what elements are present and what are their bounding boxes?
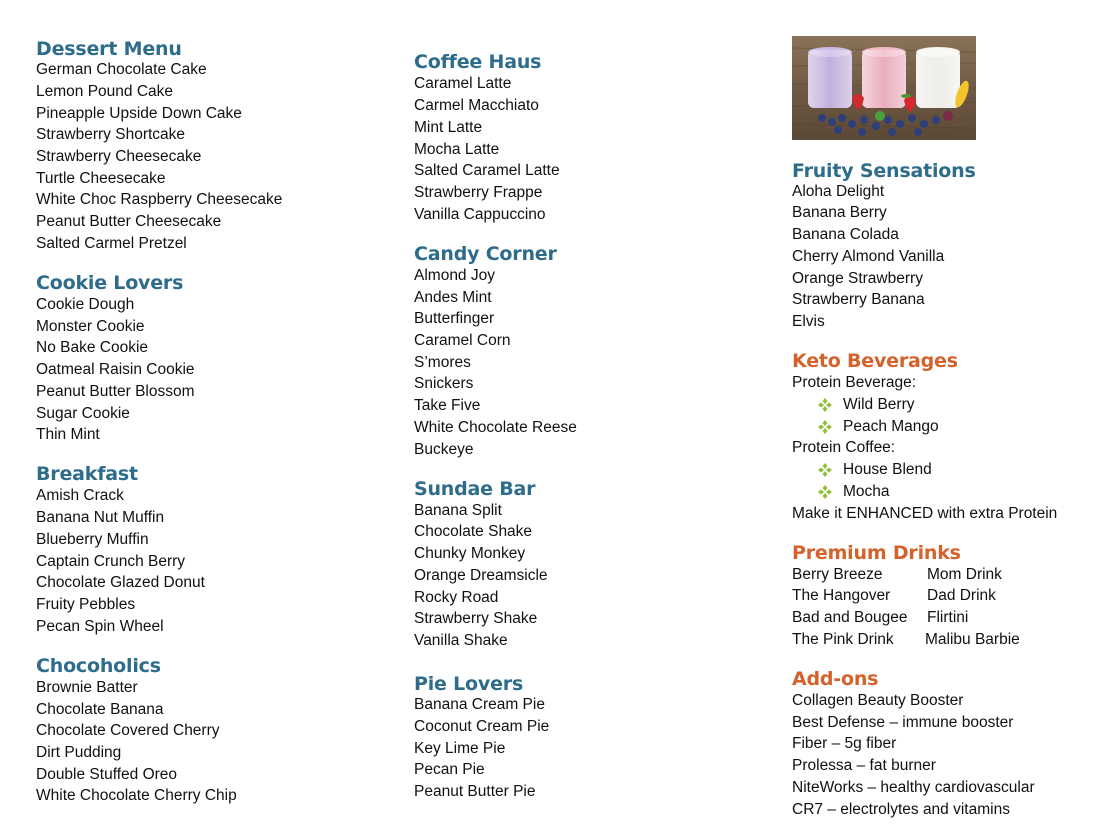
- four-diamond-bullet-icon: [818, 420, 832, 434]
- list-item: Double Stuffed Oreo: [36, 766, 178, 783]
- list-item: Caramel Corn: [414, 332, 511, 349]
- list-item: Chocolate Covered Cherry: [36, 722, 220, 739]
- four-diamond-bullet-icon: [818, 463, 832, 477]
- premium-drink-right: Dad Drink: [927, 587, 996, 604]
- smoothies-photo: [792, 36, 976, 140]
- list-item: Rocky Road: [414, 589, 499, 606]
- list-item: CR7 – electrolytes and vitamins: [792, 801, 1010, 818]
- protein-coffee-label: Protein Coffee:: [792, 439, 896, 456]
- section-title-fruity-sensations: Fruity Sensations: [792, 160, 976, 182]
- list-item: Pecan Pie: [414, 761, 485, 778]
- list-item: Buckeye: [414, 441, 474, 458]
- list-item: Strawberry Shake: [414, 610, 538, 627]
- protein-beverage-label: Protein Beverage:: [792, 374, 917, 391]
- list-item: No Bake Cookie: [36, 339, 149, 356]
- list-item: Vanilla Shake: [414, 632, 508, 649]
- list-item: Take Five: [414, 397, 481, 414]
- list-item: Mint Latte: [414, 119, 483, 136]
- list-item: Strawberry Frappe: [414, 184, 543, 201]
- section-title-pie-lovers: Pie Lovers: [414, 673, 524, 695]
- list-item: White Choc Raspberry Cheesecake: [36, 191, 283, 208]
- section-title-sundae-bar: Sundae Bar: [414, 478, 536, 500]
- premium-drink-left: The Pink Drink: [792, 631, 894, 648]
- premium-drink-left: Berry Breeze: [792, 566, 883, 583]
- list-item: Chocolate Banana: [36, 701, 164, 718]
- list-item: House Blend: [843, 461, 932, 478]
- list-item: Banana Split: [414, 502, 502, 519]
- list-item: Chunky Monkey: [414, 545, 526, 562]
- list-item: Wild Berry: [843, 396, 915, 413]
- list-item: Pineapple Upside Down Cake: [36, 105, 242, 122]
- list-item: Butterfinger: [414, 310, 495, 327]
- list-item: Peanut Butter Cheesecake: [36, 213, 222, 230]
- list-item: Captain Crunch Berry: [36, 553, 186, 570]
- list-item: Banana Colada: [792, 226, 899, 243]
- list-item: Mocha: [843, 483, 890, 500]
- section-title-dessert-menu: Dessert Menu: [36, 38, 182, 60]
- list-item: Carmel Macchiato: [414, 97, 539, 114]
- list-item: White Chocolate Reese: [414, 419, 577, 436]
- list-item: Dirt Pudding: [36, 744, 122, 761]
- list-item: German Chocolate Cake: [36, 61, 207, 78]
- four-diamond-bullet-icon: [818, 485, 832, 499]
- list-item: Oatmeal Raisin Cookie: [36, 361, 195, 378]
- list-item: Andes Mint: [414, 289, 492, 306]
- list-item: Pecan Spin Wheel: [36, 618, 164, 635]
- list-item: Lemon Pound Cake: [36, 83, 174, 100]
- section-title-keto-beverages: Keto Beverages: [792, 350, 958, 372]
- list-item: Strawberry Banana: [792, 291, 925, 308]
- premium-drink-right: Mom Drink: [927, 566, 1002, 583]
- four-diamond-bullet-icon: [818, 398, 832, 412]
- keto-enhanced-note: Make it ENHANCED with extra Protein: [792, 505, 1058, 522]
- premium-drink-right: Flirtini: [927, 609, 969, 626]
- section-title-premium-drinks: Premium Drinks: [792, 542, 961, 564]
- list-item: Cherry Almond Vanilla: [792, 248, 945, 265]
- list-item: Salted Caramel Latte: [414, 162, 560, 179]
- list-item: Banana Nut Muffin: [36, 509, 165, 526]
- list-item: Peanut Butter Blossom: [36, 383, 195, 400]
- premium-drink-left: The Hangover: [792, 587, 891, 604]
- list-item: NiteWorks – healthy cardiovascular: [792, 779, 1035, 796]
- list-item: Fiber – 5g fiber: [792, 735, 897, 752]
- list-item: Blueberry Muffin: [36, 531, 149, 548]
- list-item: Turtle Cheesecake: [36, 170, 166, 187]
- list-item: Strawberry Cheesecake: [36, 148, 202, 165]
- premium-drink-left: Bad and Bougee: [792, 609, 908, 626]
- list-item: Peanut Butter Pie: [414, 783, 536, 800]
- list-item: Coconut Cream Pie: [414, 718, 550, 735]
- list-item: Peach Mango: [843, 418, 939, 435]
- section-title-coffee-haus: Coffee Haus: [414, 51, 542, 73]
- list-item: Elvis: [792, 313, 825, 330]
- list-item: Chocolate Shake: [414, 523, 533, 540]
- list-item: S’mores: [414, 354, 471, 371]
- list-item: White Chocolate Cherry Chip: [36, 787, 237, 804]
- list-item: Aloha Delight: [792, 183, 885, 200]
- list-item: Collagen Beauty Booster: [792, 692, 964, 709]
- section-title-breakfast: Breakfast: [36, 463, 138, 485]
- list-item: Cookie Dough: [36, 296, 135, 313]
- list-item: Banana Berry: [792, 204, 887, 221]
- list-item: Banana Cream Pie: [414, 696, 545, 713]
- list-item: Chocolate Glazed Donut: [36, 574, 205, 591]
- list-item: Mocha Latte: [414, 141, 500, 158]
- section-title-candy-corner: Candy Corner: [414, 243, 557, 265]
- list-item: Key Lime Pie: [414, 740, 506, 757]
- list-item: Orange Dreamsicle: [414, 567, 548, 584]
- section-title-cookie-lovers: Cookie Lovers: [36, 272, 184, 294]
- list-item: Almond Joy: [414, 267, 495, 284]
- list-item: Thin Mint: [36, 426, 100, 443]
- list-item: Vanilla Cappuccino: [414, 206, 546, 223]
- list-item: Brownie Batter: [36, 679, 138, 696]
- list-item: Prolessa – fat burner: [792, 757, 936, 774]
- list-item: Salted Carmel Pretzel: [36, 235, 187, 252]
- list-item: Snickers: [414, 375, 474, 392]
- list-item: Caramel Latte: [414, 75, 512, 92]
- list-item: Best Defense – immune booster: [792, 714, 1014, 731]
- list-item: Strawberry Shortcake: [36, 126, 186, 143]
- list-item: Amish Crack: [36, 487, 124, 504]
- list-item: Monster Cookie: [36, 318, 145, 335]
- section-title-add-ons: Add-ons: [792, 668, 879, 690]
- list-item: Sugar Cookie: [36, 405, 130, 422]
- list-item: Fruity Pebbles: [36, 596, 136, 613]
- premium-drink-right: Malibu Barbie: [925, 631, 1020, 648]
- section-title-chocoholics: Chocoholics: [36, 655, 161, 677]
- list-item: Orange Strawberry: [792, 270, 923, 287]
